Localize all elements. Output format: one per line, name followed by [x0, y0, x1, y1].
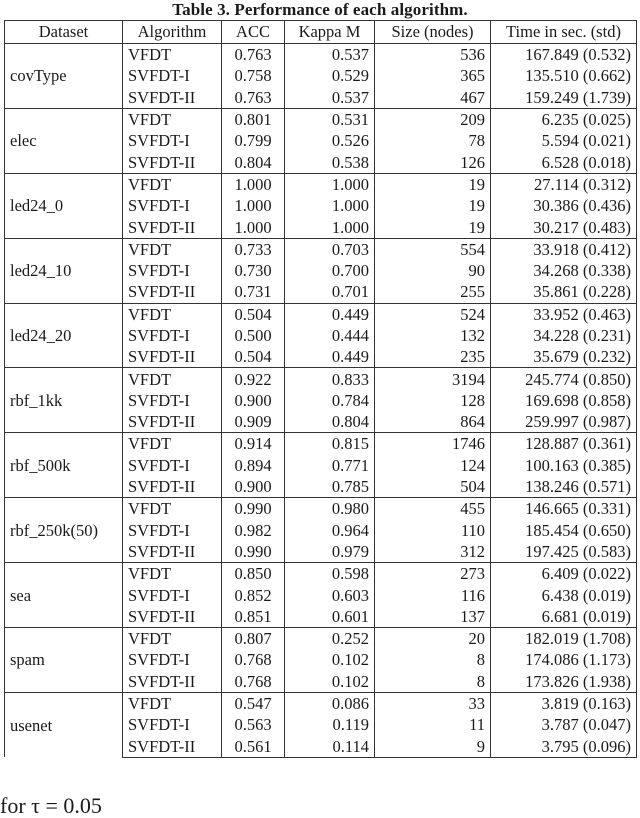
acc-cell: 0.733: [222, 238, 285, 260]
kappa-m-cell: 0.119: [285, 714, 375, 735]
table-body: [5, 44, 637, 758]
size-cell: 19: [375, 173, 491, 195]
size-cell: 524: [375, 303, 491, 325]
acc-cell: 0.504: [222, 346, 285, 368]
kappa-m-cell: 0.537: [285, 44, 375, 66]
table-header-row: [5, 21, 637, 44]
algorithm-cell: VFDT: [123, 368, 222, 390]
acc-cell: 0.900: [222, 390, 285, 411]
dataset-cell: rbf_500k: [5, 433, 123, 498]
acc-cell: 0.851: [222, 606, 285, 628]
algorithm-cell: SVFDT-I: [123, 390, 222, 411]
dataset-cell: usenet: [5, 692, 123, 757]
acc-cell: 0.990: [222, 541, 285, 563]
time-cell: 33.918 (0.412): [491, 238, 637, 260]
kappa-m-cell: 0.102: [285, 671, 375, 693]
acc-cell: 0.801: [222, 108, 285, 130]
size-cell: 90: [375, 260, 491, 281]
algorithm-cell: SVFDT-I: [123, 130, 222, 151]
algorithm-cell: SVFDT-I: [123, 584, 222, 605]
time-cell: 167.849 (0.532): [491, 44, 637, 66]
algorithm-cell: VFDT: [123, 44, 222, 66]
acc-cell: 1.000: [222, 173, 285, 195]
kappa-m-cell: 0.529: [285, 65, 375, 86]
kappa-m-cell: 0.784: [285, 390, 375, 411]
acc-cell: 0.768: [222, 649, 285, 670]
size-cell: 8: [375, 671, 491, 693]
acc-cell: 0.504: [222, 303, 285, 325]
size-cell: 554: [375, 238, 491, 260]
size-cell: 312: [375, 541, 491, 563]
cut-off-footer-text: for τ = 0.05: [0, 793, 102, 818]
time-cell: 30.217 (0.483): [491, 216, 637, 238]
kappa-m-cell: 0.252: [285, 628, 375, 650]
algorithm-cell: SVFDT-II: [123, 736, 222, 758]
time-cell: 27.114 (0.312): [491, 173, 637, 195]
time-cell: 259.997 (0.987): [491, 411, 637, 433]
kappa-m-cell: 0.771: [285, 455, 375, 476]
size-cell: 11: [375, 714, 491, 735]
table-row: [5, 498, 637, 520]
dataset-cell: covType: [5, 44, 123, 109]
size-cell: 33: [375, 692, 491, 714]
acc-cell: 0.563: [222, 714, 285, 735]
time-cell: 6.235 (0.025): [491, 108, 637, 130]
algorithm-cell: SVFDT-II: [123, 411, 222, 433]
header-dataset: Dataset: [5, 21, 123, 44]
algorithm-cell: SVFDT-II: [123, 606, 222, 628]
acc-cell: 0.894: [222, 455, 285, 476]
algorithm-cell: VFDT: [123, 692, 222, 714]
algorithm-cell: SVFDT-I: [123, 714, 222, 735]
algorithm-cell: SVFDT-II: [123, 541, 222, 563]
algorithm-cell: VFDT: [123, 173, 222, 195]
dataset-cell: led24_0: [5, 173, 123, 238]
algorithm-cell: SVFDT-II: [123, 151, 222, 173]
kappa-m-cell: 1.000: [285, 216, 375, 238]
time-cell: 34.268 (0.338): [491, 260, 637, 281]
kappa-m-cell: 0.531: [285, 108, 375, 130]
algorithm-cell: SVFDT-II: [123, 671, 222, 693]
algorithm-cell: VFDT: [123, 433, 222, 455]
table-row: [5, 692, 637, 714]
header-size-nodes: Size (nodes): [375, 21, 491, 44]
kappa-m-cell: 0.538: [285, 151, 375, 173]
acc-cell: 1.000: [222, 195, 285, 216]
size-cell: 8: [375, 649, 491, 670]
size-cell: 536: [375, 44, 491, 66]
size-cell: 110: [375, 520, 491, 541]
algorithm-cell: SVFDT-II: [123, 216, 222, 238]
acc-cell: 0.763: [222, 44, 285, 66]
time-cell: 3.795 (0.096): [491, 736, 637, 758]
acc-cell: 0.990: [222, 498, 285, 520]
time-cell: 174.086 (1.173): [491, 649, 637, 670]
acc-cell: 1.000: [222, 216, 285, 238]
time-cell: 138.246 (0.571): [491, 476, 637, 498]
time-cell: 5.594 (0.021): [491, 130, 637, 151]
time-cell: 6.409 (0.022): [491, 563, 637, 585]
acc-cell: 0.547: [222, 692, 285, 714]
size-cell: 116: [375, 584, 491, 605]
algorithm-cell: SVFDT-I: [123, 195, 222, 216]
acc-cell: 0.799: [222, 130, 285, 151]
algorithm-cell: VFDT: [123, 563, 222, 585]
algorithm-cell: SVFDT-I: [123, 649, 222, 670]
kappa-m-cell: 1.000: [285, 195, 375, 216]
time-cell: 159.249 (1.739): [491, 87, 637, 109]
time-cell: 3.787 (0.047): [491, 714, 637, 735]
kappa-m-cell: 0.804: [285, 411, 375, 433]
size-cell: 20: [375, 628, 491, 650]
kappa-m-cell: 0.102: [285, 649, 375, 670]
header-time: Time in sec. (std): [491, 21, 637, 44]
dataset-cell: spam: [5, 628, 123, 693]
size-cell: 128: [375, 390, 491, 411]
size-cell: 3194: [375, 368, 491, 390]
time-cell: 169.698 (0.858): [491, 390, 637, 411]
time-cell: 30.386 (0.436): [491, 195, 637, 216]
size-cell: 365: [375, 65, 491, 86]
size-cell: 9: [375, 736, 491, 758]
acc-cell: 0.730: [222, 260, 285, 281]
table-row: [5, 433, 637, 455]
kappa-m-cell: 0.703: [285, 238, 375, 260]
size-cell: 467: [375, 87, 491, 109]
time-cell: 146.665 (0.331): [491, 498, 637, 520]
dataset-cell: elec: [5, 108, 123, 173]
kappa-m-cell: 0.980: [285, 498, 375, 520]
acc-cell: 0.768: [222, 671, 285, 693]
algorithm-cell: VFDT: [123, 108, 222, 130]
algorithm-cell: SVFDT-I: [123, 325, 222, 346]
algorithm-cell: VFDT: [123, 628, 222, 650]
acc-cell: 0.850: [222, 563, 285, 585]
table-row: [5, 563, 637, 585]
table-row: [5, 173, 637, 195]
kappa-m-cell: 0.815: [285, 433, 375, 455]
time-cell: 35.679 (0.232): [491, 346, 637, 368]
kappa-m-cell: 0.603: [285, 584, 375, 605]
algorithm-cell: SVFDT-I: [123, 520, 222, 541]
size-cell: 137: [375, 606, 491, 628]
time-cell: 34.228 (0.231): [491, 325, 637, 346]
performance-table: [4, 20, 637, 758]
time-cell: 100.163 (0.385): [491, 455, 637, 476]
dataset-cell: rbf_1kk: [5, 368, 123, 433]
algorithm-cell: SVFDT-II: [123, 87, 222, 109]
acc-cell: 0.561: [222, 736, 285, 758]
algorithm-cell: VFDT: [123, 303, 222, 325]
algorithm-cell: VFDT: [123, 238, 222, 260]
kappa-m-cell: 0.598: [285, 563, 375, 585]
header-acc: ACC: [222, 21, 285, 44]
acc-cell: 0.909: [222, 411, 285, 433]
acc-cell: 0.804: [222, 151, 285, 173]
size-cell: 255: [375, 281, 491, 303]
header-algorithm: Algorithm: [123, 21, 222, 44]
acc-cell: 0.763: [222, 87, 285, 109]
acc-cell: 0.731: [222, 281, 285, 303]
acc-cell: 0.807: [222, 628, 285, 650]
acc-cell: 0.758: [222, 65, 285, 86]
kappa-m-cell: 0.444: [285, 325, 375, 346]
algorithm-cell: SVFDT-I: [123, 455, 222, 476]
acc-cell: 0.982: [222, 520, 285, 541]
algorithm-cell: SVFDT-II: [123, 281, 222, 303]
time-cell: 182.019 (1.708): [491, 628, 637, 650]
time-cell: 135.510 (0.662): [491, 65, 637, 86]
kappa-m-cell: 0.785: [285, 476, 375, 498]
table-row: [5, 303, 637, 325]
time-cell: 128.887 (0.361): [491, 433, 637, 455]
size-cell: 19: [375, 195, 491, 216]
time-cell: 6.528 (0.018): [491, 151, 637, 173]
header-kappa-m: Kappa M: [285, 21, 375, 44]
time-cell: 3.819 (0.163): [491, 692, 637, 714]
table-row: [5, 44, 637, 66]
kappa-m-cell: 0.833: [285, 368, 375, 390]
size-cell: 273: [375, 563, 491, 585]
table-row: [5, 238, 637, 260]
size-cell: 235: [375, 346, 491, 368]
dataset-cell: rbf_250k(50): [5, 498, 123, 563]
acc-cell: 0.900: [222, 476, 285, 498]
kappa-m-cell: 0.964: [285, 520, 375, 541]
size-cell: 455: [375, 498, 491, 520]
kappa-m-cell: 0.701: [285, 281, 375, 303]
size-cell: 1746: [375, 433, 491, 455]
table-caption: Table 3. Performance of each algorithm.: [172, 0, 468, 19]
size-cell: 124: [375, 455, 491, 476]
time-cell: 35.861 (0.228): [491, 281, 637, 303]
dataset-cell: sea: [5, 563, 123, 628]
size-cell: 132: [375, 325, 491, 346]
algorithm-cell: SVFDT-I: [123, 260, 222, 281]
kappa-m-cell: 0.526: [285, 130, 375, 151]
size-cell: 19: [375, 216, 491, 238]
time-cell: 245.774 (0.850): [491, 368, 637, 390]
size-cell: 209: [375, 108, 491, 130]
kappa-m-cell: 0.086: [285, 692, 375, 714]
dataset-cell: led24_20: [5, 303, 123, 368]
table-row: [5, 628, 637, 650]
time-cell: 6.438 (0.019): [491, 584, 637, 605]
acc-cell: 0.922: [222, 368, 285, 390]
time-cell: 173.826 (1.938): [491, 671, 637, 693]
kappa-m-cell: 0.449: [285, 303, 375, 325]
algorithm-cell: SVFDT-II: [123, 476, 222, 498]
kappa-m-cell: 0.601: [285, 606, 375, 628]
time-cell: 197.425 (0.583): [491, 541, 637, 563]
acc-cell: 0.500: [222, 325, 285, 346]
dataset-cell: led24_10: [5, 238, 123, 303]
kappa-m-cell: 1.000: [285, 173, 375, 195]
kappa-m-cell: 0.979: [285, 541, 375, 563]
algorithm-cell: SVFDT-I: [123, 65, 222, 86]
table-row: [5, 368, 637, 390]
kappa-m-cell: 0.700: [285, 260, 375, 281]
algorithm-cell: SVFDT-II: [123, 346, 222, 368]
time-cell: 6.681 (0.019): [491, 606, 637, 628]
time-cell: 185.454 (0.650): [491, 520, 637, 541]
acc-cell: 0.852: [222, 584, 285, 605]
table-row: [5, 108, 637, 130]
kappa-m-cell: 0.449: [285, 346, 375, 368]
kappa-m-cell: 0.114: [285, 736, 375, 758]
kappa-m-cell: 0.537: [285, 87, 375, 109]
acc-cell: 0.914: [222, 433, 285, 455]
size-cell: 78: [375, 130, 491, 151]
size-cell: 864: [375, 411, 491, 433]
time-cell: 33.952 (0.463): [491, 303, 637, 325]
algorithm-cell: VFDT: [123, 498, 222, 520]
size-cell: 504: [375, 476, 491, 498]
size-cell: 126: [375, 151, 491, 173]
